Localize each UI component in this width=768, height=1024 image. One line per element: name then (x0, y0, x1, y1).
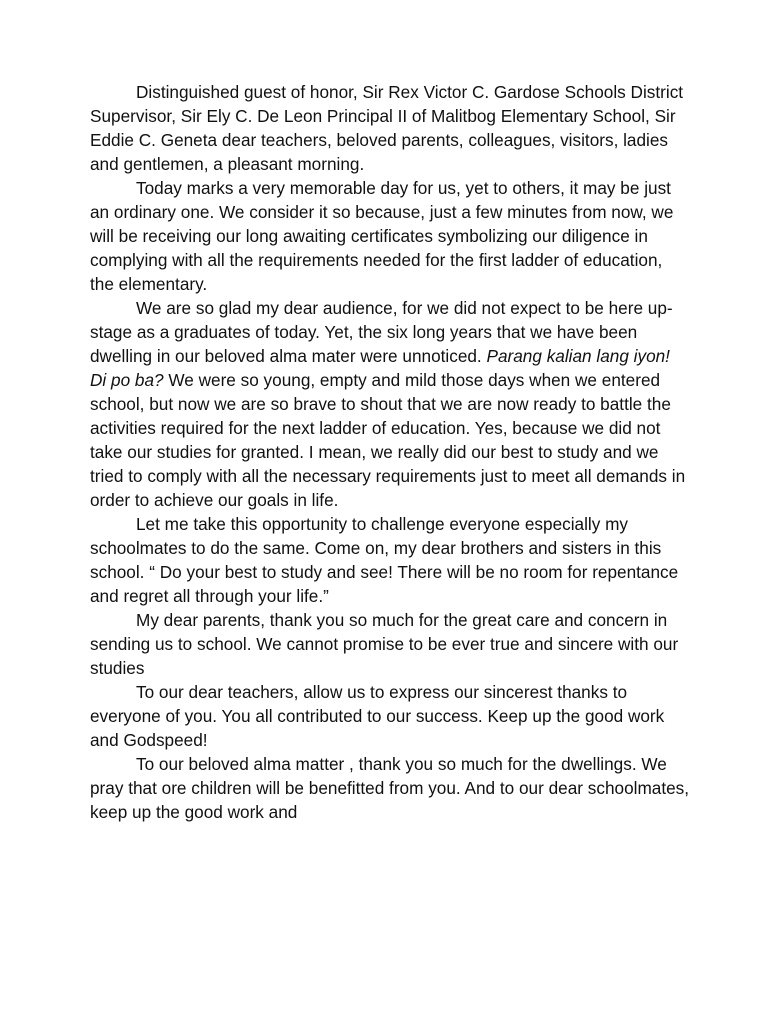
paragraph-teachers: To our dear teachers, allow us to express our sincerest thanks to everyone of you. You all contributed to our success. Keep up the good work and Godspeed! (90, 682, 665, 750)
paragraph-graduates-text-after: We were so young, empty and mild those days when we entered school, but now we are so brave to shout that we are now ready to battle the activities required for the next ladder of education. Yes, because we did not take our studies for granted. I mean, we really did our best to study and we tried to comply with all the necessary requirements just to meet all demands in order to achieve our goals in life. (90, 370, 686, 510)
speech-body (90, 80, 690, 824)
paragraph-greeting: Distinguished guest of honor, Sir Rex Victor C. Gardose Schools District Supervisor, Sir Ely C. De Leon Principal II of Malitbog Elementary School, Sir Eddie C. Geneta dear teachers, beloved parents, colleagues, visitors, ladies and gentlemen, a pleasant morning. (90, 82, 684, 174)
paragraph-challenge: Let me take this opportunity to challenge everyone especially my schoolmates to do the same. Come on, my dear brothers and sisters in this school. “ Do your best to study and see! There will be no room for repentance and regret all through your life.” (90, 514, 679, 606)
paragraph-parents: My dear parents, thank you so much for the great care and concern in sending us to school. We cannot promise to be ever true and sincere with our studies (90, 610, 679, 678)
paragraph-alma-mater: To our beloved alma matter , thank you so much for the dwellings. We pray that ore children will be benefitted from you. And to our dear schoolmates, keep up the good work and (90, 754, 690, 822)
paragraph-memorable-day: Today marks a very memorable day for us, yet to others, it may be just an ordinary one. We consider it so because, just a few minutes from now, we will be receiving our long awaiting certificates symbolizing our diligence in complying with all the requirements needed for the first ladder of education, the elementary. (90, 178, 674, 294)
paragraph-graduates-text-before: We are so glad my dear audience, for we did not expect to be here up-stage as a graduates of today. Yet, the six long years that we have been dwelling in our beloved alma mater were unnoticed. (90, 298, 673, 366)
paragraph-graduates (90, 296, 690, 512)
paragraph-graduates-italic-phrase: Parang kalian lang iyon! Di po ba? (90, 346, 670, 390)
